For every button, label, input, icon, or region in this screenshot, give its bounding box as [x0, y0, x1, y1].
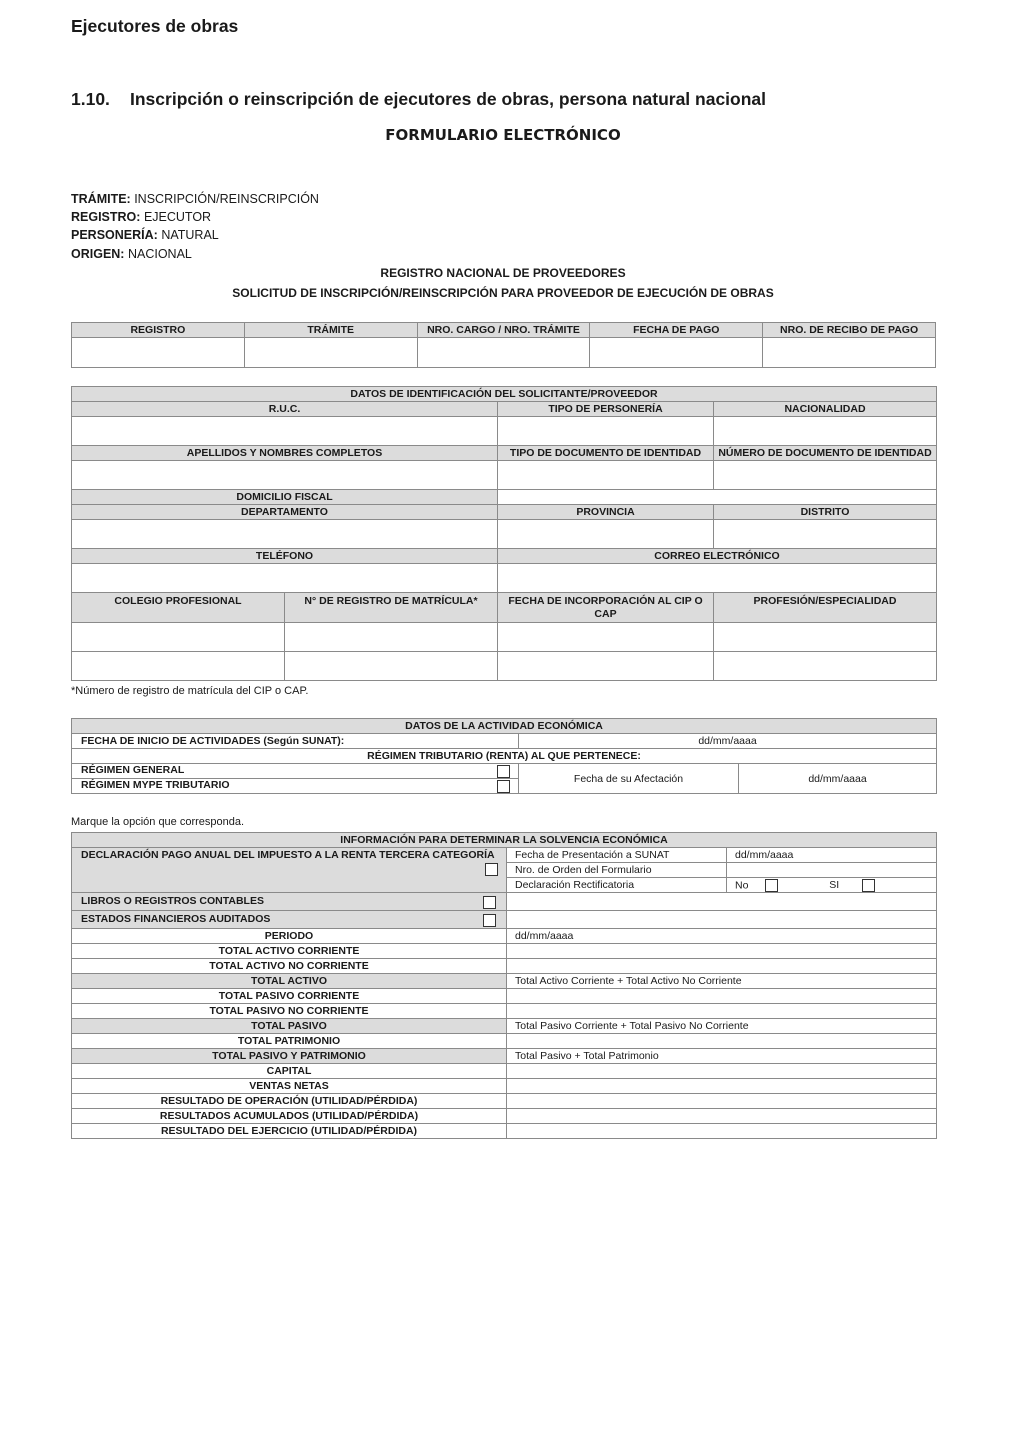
activity-title: DATOS DE LA ACTIVIDAD ECONÓMICA: [72, 719, 937, 734]
solvency-row-value[interactable]: [507, 1124, 937, 1139]
rectificatoria-si-checkbox[interactable]: [862, 879, 875, 892]
page-title: [71, 89, 766, 110]
solvency-row-label: TOTAL PASIVO NO CORRIENTE: [72, 1004, 507, 1019]
solvency-row-label: TOTAL ACTIVO CORRIENTE: [72, 944, 507, 959]
meta-personeria: PERSONERÍA: NATURAL: [71, 228, 219, 242]
solvency-row: [72, 1019, 937, 1034]
solvency-title: INFORMACIÓN PARA DETERMINAR LA SOLVENCIA ECONÓMICA: [72, 833, 937, 848]
solvency-row: [72, 1124, 937, 1139]
solvency-row-label: RESULTADOS ACUMULADOS (UTILIDAD/PÉRDIDA): [72, 1109, 507, 1124]
solvency-row: [72, 1064, 937, 1079]
field-ruc[interactable]: [72, 417, 498, 446]
solvency-row-label: RESULTADO DEL EJERCICIO (UTILIDAD/PÉRDIDA): [72, 1124, 507, 1139]
footnote: *Número de registro de matrícula del CIP o CAP.: [71, 685, 309, 697]
field-telefono[interactable]: [72, 564, 498, 593]
option-estados[interactable]: ESTADOS FINANCIEROS AUDITADOS: [72, 911, 507, 929]
label-tipo-doc: TIPO DE DOCUMENTO DE IDENTIDAD: [498, 446, 714, 461]
solvency-row-value[interactable]: [507, 989, 937, 1004]
label-registro-matricula: N° DE REGISTRO DE MATRÍCULA*: [285, 593, 498, 623]
solvency-row-label: TOTAL PASIVO Y PATRIMONIO: [72, 1049, 507, 1064]
solvency-row-value[interactable]: [507, 959, 937, 974]
solvency-row: [72, 1034, 937, 1049]
field-num-doc[interactable]: [714, 461, 937, 490]
field-libros[interactable]: [507, 893, 937, 911]
label-departamento: DEPARTAMENTO: [72, 505, 498, 520]
option-regimen-general[interactable]: RÉGIMEN GENERAL: [72, 764, 519, 779]
label-fecha-presentacion: Fecha de Presentación a SUNAT: [507, 848, 727, 863]
regimen-mype-checkbox[interactable]: [497, 780, 510, 793]
field-departamento[interactable]: [72, 520, 498, 549]
declaracion-checkbox[interactable]: [485, 863, 498, 876]
request-title: SOLICITUD DE INSCRIPCIÓN/REINSCRIPCIÓN PARA PROVEEDOR DE EJECUCIÓN DE OBRAS: [232, 286, 774, 300]
rectificatoria-options: [727, 878, 937, 893]
label-correo: CORREO ELECTRÓNICO: [498, 549, 937, 564]
solvency-row-label: CAPITAL: [72, 1064, 507, 1079]
solvency-row-label: TOTAL PASIVO CORRIENTE: [72, 989, 507, 1004]
field-tipo-doc[interactable]: [498, 461, 714, 490]
option-declaracion[interactable]: DECLARACIÓN PAGO ANUAL DEL IMPUESTO A LA RENTA TERCERA CATEGORÍA: [72, 848, 507, 893]
heading-text: Inscripción o reinscripción de ejecutores de obras, persona natural nacional: [130, 89, 767, 109]
solvency-row-value[interactable]: [507, 1079, 937, 1094]
field-domicilio[interactable]: [498, 490, 937, 505]
header-nro-cargo: NRO. CARGO / NRO. TRÁMITE: [417, 323, 590, 338]
solvency-row-label: PERIODO: [72, 929, 507, 944]
field-nro-cargo[interactable]: [417, 338, 590, 368]
field-fecha-pago[interactable]: [590, 338, 763, 368]
instruction-text: Marque la opción que corresponda.: [71, 816, 245, 828]
label-colegio: COLEGIO PROFESIONAL: [72, 593, 285, 623]
field-distrito[interactable]: [714, 520, 937, 549]
field-apellidos[interactable]: [72, 461, 498, 490]
meta-origen: ORIGEN: NACIONAL: [71, 247, 192, 261]
identification-table: [71, 386, 937, 681]
header-tramite: TRÁMITE: [244, 323, 417, 338]
libros-checkbox[interactable]: [483, 896, 496, 909]
field-fecha-inicio[interactable]: dd/mm/aaaa: [519, 734, 937, 749]
ident-title: DATOS DE IDENTIFICACIÓN DEL SOLICITANTE/PROVEEDOR: [72, 387, 937, 402]
solvency-row-label: TOTAL PASIVO: [72, 1019, 507, 1034]
field-nacionalidad[interactable]: [714, 417, 937, 446]
option-no-label: No: [735, 878, 749, 891]
solvency-row: [72, 1049, 937, 1064]
field-colegio-2[interactable]: [72, 652, 285, 681]
field-fecha-afectacion[interactable]: dd/mm/aaaa: [739, 764, 937, 794]
solvency-row-value[interactable]: dd/mm/aaaa: [507, 929, 937, 944]
label-domicilio: DOMICILIO FISCAL: [72, 490, 498, 505]
solvency-row: [72, 944, 937, 959]
solvency-row-value[interactable]: [507, 1094, 937, 1109]
option-libros[interactable]: LIBROS O REGISTROS CONTABLES: [72, 893, 507, 911]
solvency-row-value[interactable]: [507, 1004, 937, 1019]
field-matricula-2[interactable]: [285, 652, 498, 681]
field-fecha-presentacion[interactable]: dd/mm/aaaa: [727, 848, 937, 863]
registry-table: [71, 322, 936, 368]
solvency-row-label: TOTAL PATRIMONIO: [72, 1034, 507, 1049]
label-profesion: PROFESIÓN/ESPECIALIDAD: [714, 593, 937, 623]
header-nro-recibo: NRO. DE RECIBO DE PAGO: [763, 323, 936, 338]
label-tipo-personeria: TIPO DE PERSONERÍA: [498, 402, 714, 417]
heading-number: 1.10.: [71, 89, 110, 109]
label-rectificatoria: Declaración Rectificatoria: [507, 878, 727, 893]
activity-table: [71, 718, 937, 794]
solvency-row: [72, 1004, 937, 1019]
solvency-row-value[interactable]: [507, 1064, 937, 1079]
estados-checkbox[interactable]: [483, 914, 496, 927]
label-provincia: PROVINCIA: [498, 505, 714, 520]
solvency-row-label: TOTAL ACTIVO NO CORRIENTE: [72, 959, 507, 974]
solvency-row-label: RESULTADO DE OPERACIÓN (UTILIDAD/PÉRDIDA): [72, 1094, 507, 1109]
label-telefono: TELÉFONO: [72, 549, 498, 564]
option-si-label: SI: [829, 878, 840, 891]
label-fecha-inicio: FECHA DE INICIO DE ACTIVIDADES (Según SUNAT):: [72, 734, 519, 749]
header-fecha-pago: FECHA DE PAGO: [590, 323, 763, 338]
solvency-row: [72, 929, 937, 944]
field-profesion-2[interactable]: [714, 652, 937, 681]
rectificatoria-no-checkbox[interactable]: [765, 879, 778, 892]
meta-tramite: TRÁMITE: INSCRIPCIÓN/REINSCRIPCIÓN: [71, 192, 319, 206]
registry-title: REGISTRO NACIONAL DE PROVEEDORES: [380, 266, 626, 280]
section-title: Ejecutores de obras: [71, 16, 239, 36]
regimen-title: RÉGIMEN TRIBUTARIO (RENTA) AL QUE PERTENECE:: [72, 749, 937, 764]
field-profesion-1[interactable]: [714, 623, 937, 652]
solvency-row-value[interactable]: Total Pasivo + Total Patrimonio: [507, 1049, 937, 1064]
solvency-row: [72, 974, 937, 989]
solvency-row: [72, 959, 937, 974]
solvency-row-value[interactable]: Total Activo Corriente + Total Activo No Corriente: [507, 974, 937, 989]
label-fecha-incorporacion: FECHA DE INCORPORACIÓN AL CIP O CAP: [498, 593, 714, 623]
field-tipo-personeria[interactable]: [498, 417, 714, 446]
label-nacionalidad: NACIONALIDAD: [714, 402, 937, 417]
solvency-row: [72, 1109, 937, 1124]
field-colegio-1[interactable]: [72, 623, 285, 652]
solvency-table: [71, 832, 937, 1139]
field-fecha-incorp-1[interactable]: [498, 623, 714, 652]
field-tramite[interactable]: [244, 338, 417, 368]
label-fecha-afectacion: Fecha de su Afectación: [519, 764, 739, 794]
field-nro-recibo[interactable]: [763, 338, 936, 368]
label-distrito: DISTRITO: [714, 505, 937, 520]
field-matricula-1[interactable]: [285, 623, 498, 652]
solvency-row-value[interactable]: Total Pasivo Corriente + Total Pasivo No Corriente: [507, 1019, 937, 1034]
solvency-row-label: TOTAL ACTIVO: [72, 974, 507, 989]
option-regimen-mype[interactable]: RÉGIMEN MYPE TRIBUTARIO: [72, 779, 519, 794]
solvency-row-value[interactable]: [507, 944, 937, 959]
solvency-row-label: VENTAS NETAS: [72, 1079, 507, 1094]
label-apellidos: APELLIDOS Y NOMBRES COMPLETOS: [72, 446, 498, 461]
label-num-doc: NÚMERO DE DOCUMENTO DE IDENTIDAD: [714, 446, 937, 461]
field-nro-orden[interactable]: [727, 863, 937, 878]
solvency-row: [72, 1079, 937, 1094]
field-fecha-incorp-2[interactable]: [498, 652, 714, 681]
solvency-row-value[interactable]: [507, 1109, 937, 1124]
field-provincia[interactable]: [498, 520, 714, 549]
label-nro-orden: Nro. de Orden del Formulario: [507, 863, 727, 878]
header-registro: REGISTRO: [72, 323, 245, 338]
label-ruc: R.U.C.: [72, 402, 498, 417]
form-title: FORMULARIO ELECTRÓNICO: [385, 126, 621, 144]
regimen-general-checkbox[interactable]: [497, 765, 510, 778]
solvency-row: [72, 989, 937, 1004]
solvency-row-value[interactable]: [507, 1034, 937, 1049]
field-registro[interactable]: [72, 338, 245, 368]
solvency-row: [72, 1094, 937, 1109]
meta-registro: REGISTRO: EJECUTOR: [71, 210, 212, 224]
field-correo[interactable]: [498, 564, 937, 593]
field-estados[interactable]: [507, 911, 937, 929]
